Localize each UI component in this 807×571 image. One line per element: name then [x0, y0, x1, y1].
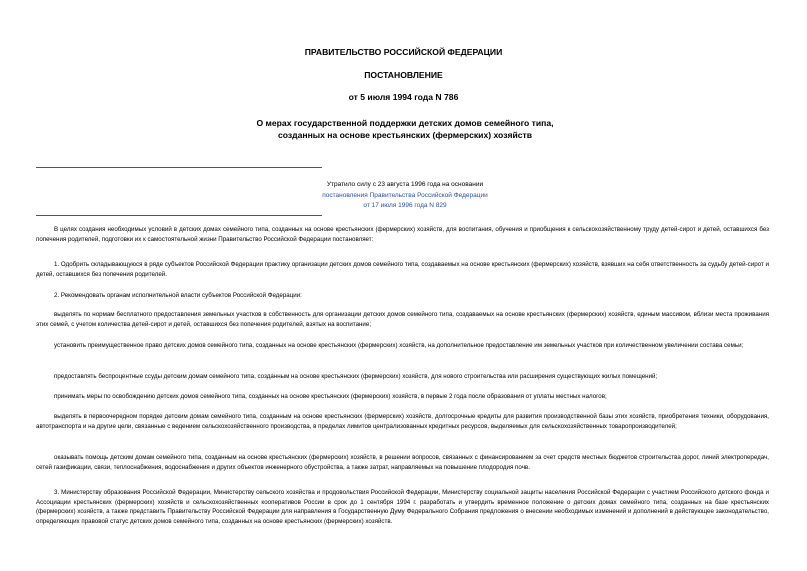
- repeal-decree-link[interactable]: постановления Правительства Российской Федерации: [322, 191, 488, 199]
- intro-paragraph: В целях создания необходимых условий в детских домах семейного типа, созданных на основе крестьянских (фермерских) хозяйств, для воспитания, обучения и приобщения к сельскохозяйственному труду детей-сирот и детей, оставшихся без попечения родителей, подготовки их к самостоятельной жизни Правительство Российской Федерации постановляет:: [36, 226, 769, 243]
- document-type: ПОСТАНОВЛЕНИЕ: [364, 70, 443, 80]
- document-title: О мерах государственной поддержки детских домов семейного типа, созданных на основе крестьянских (фермерских) хозяйств: [256, 118, 554, 140]
- repeal-decree-date-link[interactable]: от 17 июля 1996 года N 829: [363, 202, 447, 209]
- document-date-number: от 5 июля 1994 года N 786: [348, 92, 459, 102]
- status-note: [290, 180, 520, 212]
- clause-2-item-credits: выделять в первоочередном порядке детским домам семейного типа, созданным на основе крестьянских (фермерских) хозяйств, долгосрочные кредиты для развития производственной базы этих хозяйств, приобретения техники, оборудования, автотранспорта и на другие цели, связанные с ведением сельскохозяйственного производства, в пределах лимитов централизованных кредитных ресурсов, выделяемых для сельскохозяйственных товаропроизводителей;: [36, 413, 769, 430]
- government-name: ПРАВИТЕЛЬСТВО РОССИЙСКОЙ ФЕДЕРАЦИИ: [304, 47, 503, 57]
- clause-3: 3. Министерству образования Российской Федерации, Министерству сельского хозяйства и продовольствия Российской Федерации, Министерству социальной защиты населения Российской Федерации с участием Российского детского фонда и Ассоциации крестьянских (фермерских) хозяйств и сельскохозяйственных кооперативов России в срок до 1 сентября 1994 г. разработать и утвердить временное положение о детских домах семейного типа, созданных на базе крестьянских (фермерских) хозяйств, а также представить Правительству Российской Федерации для направления в Государственную Думу Федерального Собрания предложения о внесении необходимых изменений и дополнений в действующее законодательство, определяющих правовой статус детских домов семейного типа, созданных на основе крестьянских (фермерских) хозяйств.: [36, 489, 769, 525]
- status-note-text: Утратило силу с 23 августа 1996 года на основании: [326, 181, 484, 188]
- clause-2-item-land: выделять по нормам бесплатного предоставления земельных участков в собственность для организации детских домов семейного типа, создаваемых на основе крестьянских (фермерских) хозяйств, единым массивом, вблизи места проживания этих семей, с учетом количества детей-сирот и детей, оставшихся без попечения родителей, взятых на воспитание;: [36, 311, 769, 328]
- clause-2-item-infrastructure: оказывать помощь детским домам семейного типа, созданным на основе крестьянских (фермерских) хозяйств, в решении вопросов, связанных с финансированием за счет средств местных бюджетов строительства дорог, линий электропередач, сетей газификации, связи, теплоснабжения, водоснабжения и других объектов инженерного обустройства, а также затрат, направляемых на повышение плодородия почв.: [36, 454, 769, 471]
- clause-1: 1. Одобрить складывающуюся в ряде субъектов Российской Федерации практику организации детских домов семейного типа, создаваемых на основе крестьянских (фермерских) хозяйств, взявших на себя ответственность за судьбу детей-сирот и детей, оставшихся без попечения родителей.: [36, 261, 769, 278]
- clause-2-item-loans: предоставлять беспроцентные ссуды детским домам семейного типа, созданным на основе крестьянских (фермерских) хозяйств, для нового строительства или расширения существующих жилых помещений;: [54, 373, 658, 380]
- clause-2: 2. Рекомендовать органам исполнительной власти субъектов Российской Федерации:: [54, 292, 302, 299]
- clause-2-item-taxes: принимать меры по освобождению детских домов семейного типа, созданных на основе крестьянских (фермерских) хозяйств, в первые 2 года после образования от уплаты местных налогов;: [54, 393, 607, 400]
- clause-2-item-priority: установить преимущественное право детских домов семейного типа, созданных на основе крестьянских (фермерских) хозяйств, на дополнительное предоставление им земельных участков при количественном увеличении состава семьи;: [54, 342, 744, 349]
- bottom-divider: [36, 215, 322, 216]
- top-divider: [36, 167, 322, 168]
